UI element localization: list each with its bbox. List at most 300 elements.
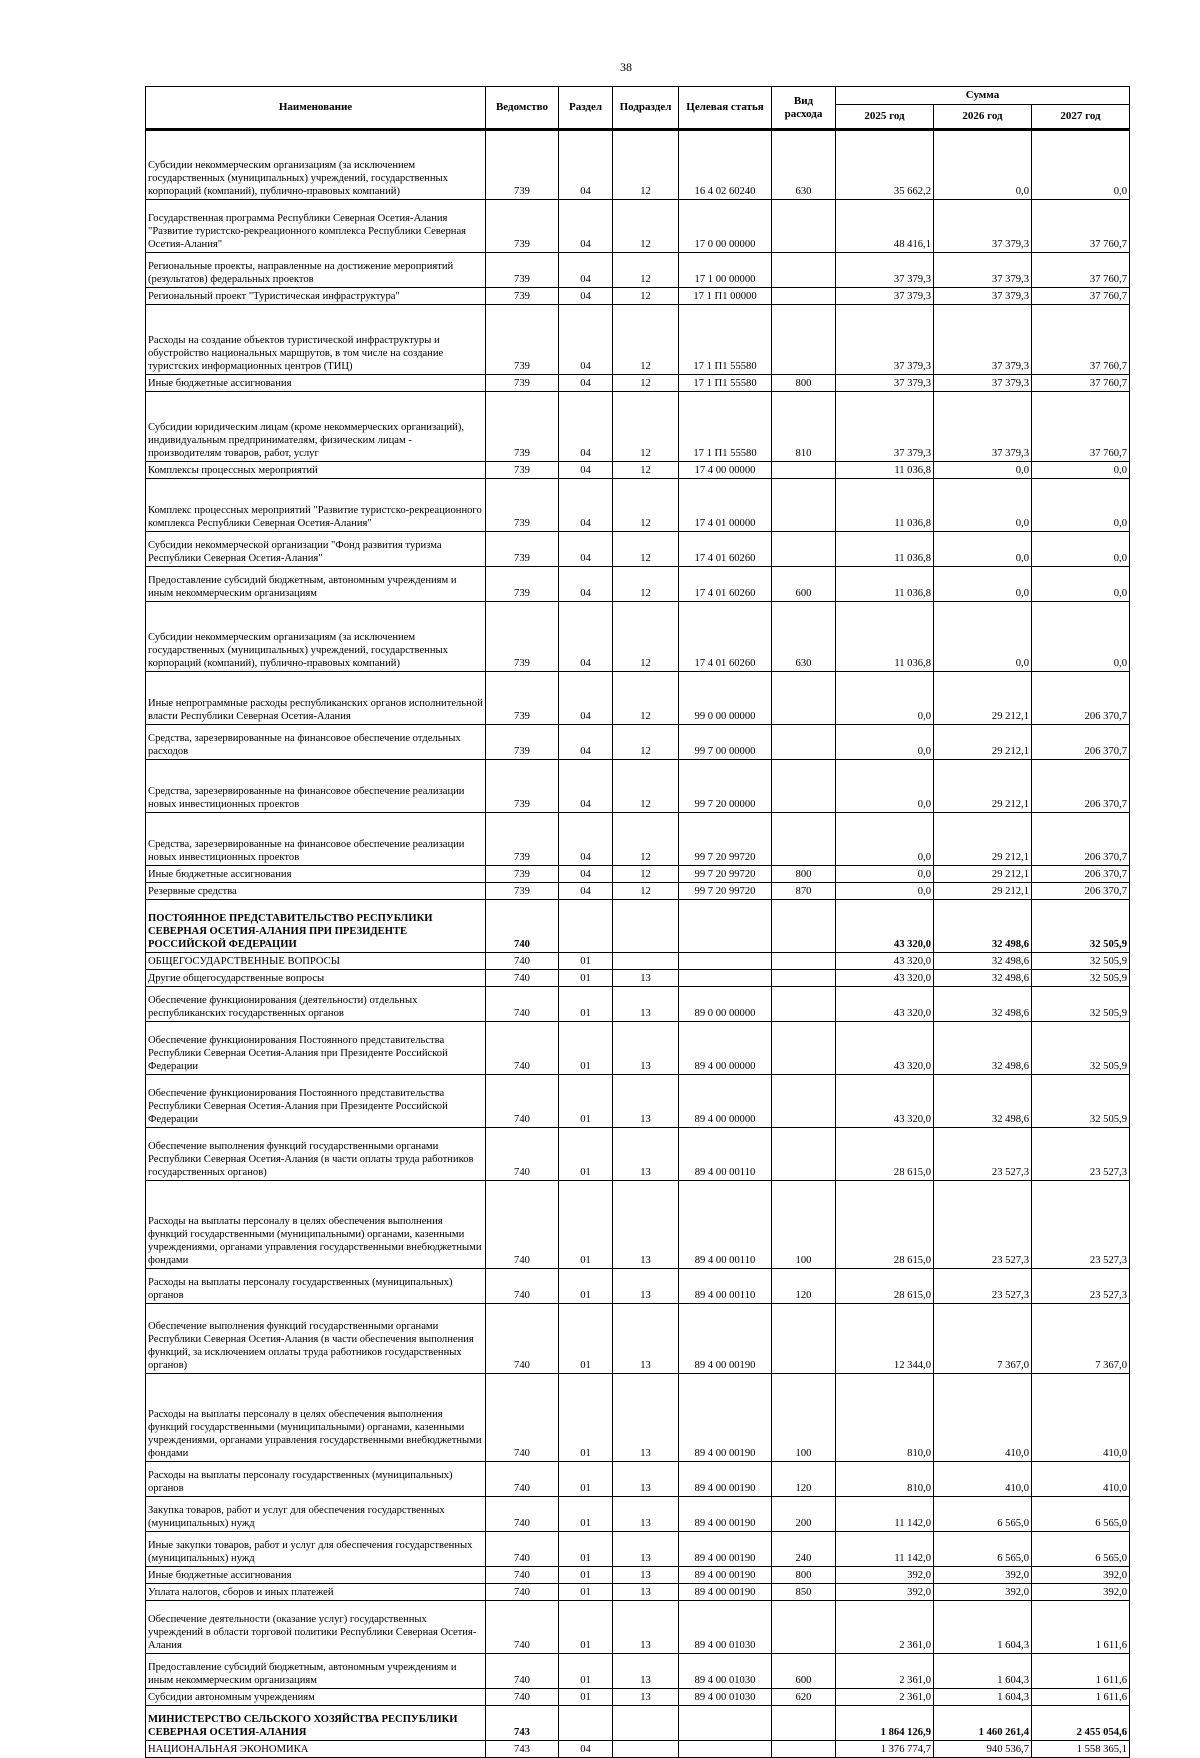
cell-vid-rashoda — [772, 1075, 836, 1128]
cell-sum-2027: 410,0 — [1032, 1462, 1130, 1497]
table-row — [146, 392, 1130, 462]
cell-sum-2027: 7 367,0 — [1032, 1304, 1130, 1374]
cell-celevaya-statya: 89 4 00 00190 — [679, 1462, 772, 1497]
cell-name: Закупка товаров, работ и услуг для обеспечения государственных (муниципальных) нужд — [146, 1497, 486, 1532]
cell-sum-2027: 0,0 — [1032, 462, 1130, 479]
page-number: 38 — [620, 60, 632, 74]
cell-razdel: 04 — [559, 813, 613, 866]
cell-name: Обеспечение выполнения функций государственными органами Республики Северная Осетия-Алания (в части оплаты труда работников государственных органов) — [146, 1128, 486, 1181]
cell-razdel — [559, 1706, 613, 1741]
cell-sum-2027: 23 527,3 — [1032, 1128, 1130, 1181]
cell-celevaya-statya: 17 4 01 60260 — [679, 567, 772, 602]
cell-vedomstvo: 740 — [486, 1567, 559, 1584]
cell-sum-2025: 28 615,0 — [836, 1181, 934, 1269]
cell-sum-2026: 1 604,3 — [934, 1654, 1032, 1689]
cell-sum-2027: 37 760,7 — [1032, 305, 1130, 375]
table-row — [146, 883, 1130, 900]
cell-sum-2027: 0,0 — [1032, 602, 1130, 672]
cell-celevaya-statya: 17 1 П1 00000 — [679, 288, 772, 305]
table-row — [146, 813, 1130, 866]
table-row — [146, 1601, 1130, 1654]
cell-podrazdel — [613, 1741, 679, 1758]
table-row — [146, 1497, 1130, 1532]
cell-celevaya-statya: 17 4 00 00000 — [679, 462, 772, 479]
cell-vedomstvo: 739 — [486, 813, 559, 866]
cell-vedomstvo: 740 — [486, 1584, 559, 1601]
table-row — [146, 1181, 1130, 1269]
cell-sum-2025: 37 379,3 — [836, 305, 934, 375]
cell-sum-2025: 43 320,0 — [836, 987, 934, 1022]
cell-razdel: 04 — [559, 462, 613, 479]
cell-sum-2027: 32 505,9 — [1032, 987, 1130, 1022]
cell-sum-2025: 2 361,0 — [836, 1654, 934, 1689]
cell-sum-2025: 392,0 — [836, 1584, 934, 1601]
table-row — [146, 462, 1130, 479]
cell-razdel: 04 — [559, 305, 613, 375]
cell-sum-2025: 43 320,0 — [836, 1075, 934, 1128]
cell-celevaya-statya: 89 4 00 00110 — [679, 1181, 772, 1269]
cell-celevaya-statya: 17 0 00 00000 — [679, 200, 772, 253]
cell-podrazdel: 12 — [613, 462, 679, 479]
cell-vedomstvo: 740 — [486, 1022, 559, 1075]
cell-vid-rashoda: 600 — [772, 1654, 836, 1689]
table-row — [146, 130, 1130, 200]
table-row — [146, 1304, 1130, 1374]
cell-podrazdel: 13 — [613, 1075, 679, 1128]
cell-sum-2025: 392,0 — [836, 1567, 934, 1584]
cell-vedomstvo: 740 — [486, 1269, 559, 1304]
cell-sum-2027: 206 370,7 — [1032, 760, 1130, 813]
cell-celevaya-statya: 89 4 00 01030 — [679, 1601, 772, 1654]
cell-name: Субсидии автономным учреждениям — [146, 1689, 486, 1706]
cell-vid-rashoda: 100 — [772, 1374, 836, 1462]
cell-sum-2026: 32 498,6 — [934, 1022, 1032, 1075]
cell-podrazdel: 12 — [613, 567, 679, 602]
cell-vid-rashoda: 200 — [772, 1497, 836, 1532]
cell-sum-2026: 23 527,3 — [934, 1269, 1032, 1304]
cell-vedomstvo: 740 — [486, 970, 559, 987]
cell-celevaya-statya: 89 4 00 00190 — [679, 1497, 772, 1532]
cell-name: Расходы на выплаты персоналу государственных (муниципальных) органов — [146, 1269, 486, 1304]
cell-sum-2025: 11 036,8 — [836, 479, 934, 532]
cell-vedomstvo: 739 — [486, 567, 559, 602]
cell-sum-2025: 43 320,0 — [836, 970, 934, 987]
cell-podrazdel: 13 — [613, 1181, 679, 1269]
cell-podrazdel: 13 — [613, 1601, 679, 1654]
cell-sum-2026: 29 212,1 — [934, 813, 1032, 866]
cell-sum-2027: 37 760,7 — [1032, 200, 1130, 253]
cell-sum-2027: 23 527,3 — [1032, 1269, 1130, 1304]
header-vedomstvo: Ведомство — [486, 87, 559, 130]
table-row — [146, 970, 1130, 987]
cell-vedomstvo: 739 — [486, 866, 559, 883]
cell-razdel: 04 — [559, 288, 613, 305]
cell-sum-2026: 0,0 — [934, 602, 1032, 672]
cell-sum-2027: 410,0 — [1032, 1374, 1130, 1462]
table-row — [146, 987, 1130, 1022]
cell-podrazdel: 13 — [613, 1584, 679, 1601]
cell-vedomstvo: 740 — [486, 1532, 559, 1567]
cell-sum-2026: 23 527,3 — [934, 1181, 1032, 1269]
header-razdel: Раздел — [559, 87, 613, 130]
cell-vid-rashoda — [772, 1706, 836, 1741]
cell-celevaya-statya: 99 7 00 00000 — [679, 725, 772, 760]
cell-name: Резервные средства — [146, 883, 486, 900]
cell-sum-2026: 32 498,6 — [934, 953, 1032, 970]
cell-sum-2025: 43 320,0 — [836, 953, 934, 970]
cell-name: Обеспечение функционирования Постоянного представительства Республики Северная Осетия-Алания при Президенте Российской Федерации — [146, 1022, 486, 1075]
cell-name: Иные непрограммные расходы республиканских органов исполнительной власти Республики Северная Осетия-Алания — [146, 672, 486, 725]
header-name: Наименование — [146, 87, 486, 130]
cell-podrazdel: 12 — [613, 813, 679, 866]
cell-vid-rashoda: 120 — [772, 1269, 836, 1304]
cell-name: Иные бюджетные ассигнования — [146, 866, 486, 883]
table-row — [146, 953, 1130, 970]
cell-sum-2027: 32 505,9 — [1032, 900, 1130, 953]
cell-razdel: 01 — [559, 970, 613, 987]
cell-razdel: 01 — [559, 1497, 613, 1532]
cell-vedomstvo: 739 — [486, 200, 559, 253]
cell-sum-2025: 11 036,8 — [836, 567, 934, 602]
cell-razdel: 01 — [559, 987, 613, 1022]
table-row — [146, 375, 1130, 392]
cell-podrazdel — [613, 1706, 679, 1741]
cell-podrazdel: 12 — [613, 392, 679, 462]
cell-razdel: 01 — [559, 1532, 613, 1567]
cell-sum-2025: 0,0 — [836, 866, 934, 883]
cell-vedomstvo: 740 — [486, 1128, 559, 1181]
cell-vedomstvo: 739 — [486, 288, 559, 305]
cell-name: Комплекс процессных мероприятий "Развитие туристско-рекреационного комплекса Республики Северная Осетия-Алания" — [146, 479, 486, 532]
cell-name: Расходы на выплаты персоналу в целях обеспечения выполнения функций государственными (муниципальными) органами, казенными учреждениями, органами управления государственными внебюджетными фондами — [146, 1181, 486, 1269]
cell-sum-2026: 32 498,6 — [934, 970, 1032, 987]
cell-celevaya-statya: 17 1 П1 55580 — [679, 392, 772, 462]
cell-sum-2027: 32 505,9 — [1032, 970, 1130, 987]
budget-table — [145, 86, 1130, 1758]
header-vid-rashoda: Вид расхода — [772, 87, 836, 130]
cell-sum-2026: 37 379,3 — [934, 288, 1032, 305]
cell-razdel: 01 — [559, 1269, 613, 1304]
cell-vid-rashoda: 800 — [772, 1567, 836, 1584]
cell-celevaya-statya: 89 4 00 00190 — [679, 1532, 772, 1567]
cell-sum-2027: 0,0 — [1032, 479, 1130, 532]
cell-razdel: 04 — [559, 672, 613, 725]
cell-vid-rashoda: 600 — [772, 567, 836, 602]
cell-celevaya-statya: 17 1 П1 55580 — [679, 375, 772, 392]
cell-sum-2027: 1 558 365,1 — [1032, 1741, 1130, 1758]
table-row — [146, 1741, 1130, 1758]
cell-name: Обеспечение деятельности (оказание услуг) государственных учреждений в области торговой политики Республики Северная Осетия-Алания — [146, 1601, 486, 1654]
cell-razdel: 01 — [559, 1654, 613, 1689]
cell-razdel: 04 — [559, 602, 613, 672]
cell-vedomstvo: 740 — [486, 1374, 559, 1462]
cell-sum-2025: 11 036,8 — [836, 462, 934, 479]
cell-sum-2025: 43 320,0 — [836, 900, 934, 953]
table-row — [146, 1462, 1130, 1497]
cell-sum-2027: 6 565,0 — [1032, 1532, 1130, 1567]
cell-celevaya-statya: 89 4 00 01030 — [679, 1654, 772, 1689]
cell-name: Расходы на выплаты персоналу государственных (муниципальных) органов — [146, 1462, 486, 1497]
cell-vedomstvo: 739 — [486, 760, 559, 813]
cell-sum-2025: 28 615,0 — [836, 1269, 934, 1304]
cell-name: Средства, зарезервированные на финансовое обеспечение реализации новых инвестиционных проектов — [146, 760, 486, 813]
cell-sum-2027: 1 611,6 — [1032, 1689, 1130, 1706]
cell-vid-rashoda — [772, 987, 836, 1022]
cell-sum-2026: 32 498,6 — [934, 1075, 1032, 1128]
cell-celevaya-statya — [679, 1706, 772, 1741]
cell-sum-2026: 23 527,3 — [934, 1128, 1032, 1181]
cell-podrazdel: 12 — [613, 672, 679, 725]
cell-razdel: 01 — [559, 1689, 613, 1706]
cell-sum-2027: 32 505,9 — [1032, 1022, 1130, 1075]
cell-celevaya-statya — [679, 900, 772, 953]
cell-sum-2026: 29 212,1 — [934, 672, 1032, 725]
cell-name: Региональный проект "Туристическая инфраструктура" — [146, 288, 486, 305]
cell-vedomstvo: 739 — [486, 883, 559, 900]
cell-vedomstvo: 739 — [486, 130, 559, 200]
table-row — [146, 672, 1130, 725]
cell-razdel: 01 — [559, 1374, 613, 1462]
cell-sum-2026: 0,0 — [934, 567, 1032, 602]
cell-sum-2025: 2 361,0 — [836, 1689, 934, 1706]
cell-name: Комплексы процессных мероприятий — [146, 462, 486, 479]
cell-celevaya-statya: 89 4 00 01030 — [679, 1689, 772, 1706]
cell-vedomstvo: 739 — [486, 305, 559, 375]
cell-sum-2027: 37 760,7 — [1032, 375, 1130, 392]
cell-razdel: 01 — [559, 1075, 613, 1128]
cell-celevaya-statya: 17 4 01 60260 — [679, 532, 772, 567]
table-row — [146, 602, 1130, 672]
cell-vedomstvo: 739 — [486, 479, 559, 532]
cell-sum-2026: 940 536,7 — [934, 1741, 1032, 1758]
cell-sum-2027: 392,0 — [1032, 1584, 1130, 1601]
cell-podrazdel: 12 — [613, 760, 679, 813]
cell-vid-rashoda: 870 — [772, 883, 836, 900]
cell-vid-rashoda: 240 — [772, 1532, 836, 1567]
cell-name: Обеспечение выполнения функций государственными органами Республики Северная Осетия-Алания (в части обеспечения выполнения функций, за исключением оплаты труда работников государственных органов) — [146, 1304, 486, 1374]
cell-sum-2025: 37 379,3 — [836, 375, 934, 392]
cell-sum-2026: 6 565,0 — [934, 1497, 1032, 1532]
cell-name: Иные закупки товаров, работ и услуг для обеспечения государственных (муниципальных) нужд — [146, 1532, 486, 1567]
cell-sum-2026: 7 367,0 — [934, 1304, 1032, 1374]
cell-razdel: 04 — [559, 200, 613, 253]
cell-razdel: 04 — [559, 725, 613, 760]
cell-celevaya-statya: 89 4 00 00190 — [679, 1567, 772, 1584]
cell-sum-2027: 0,0 — [1032, 567, 1130, 602]
table-row — [146, 567, 1130, 602]
cell-sum-2027: 392,0 — [1032, 1567, 1130, 1584]
cell-vid-rashoda — [772, 900, 836, 953]
cell-sum-2026: 37 379,3 — [934, 305, 1032, 375]
table-row — [146, 200, 1130, 253]
cell-sum-2025: 43 320,0 — [836, 1022, 934, 1075]
cell-podrazdel: 13 — [613, 1022, 679, 1075]
cell-sum-2025: 11 142,0 — [836, 1532, 934, 1567]
cell-sum-2026: 392,0 — [934, 1584, 1032, 1601]
cell-sum-2025: 0,0 — [836, 760, 934, 813]
cell-sum-2025: 35 662,2 — [836, 130, 934, 200]
cell-razdel: 01 — [559, 1022, 613, 1075]
cell-podrazdel: 13 — [613, 1567, 679, 1584]
cell-podrazdel: 12 — [613, 602, 679, 672]
cell-sum-2025: 37 379,3 — [836, 253, 934, 288]
cell-sum-2026: 0,0 — [934, 462, 1032, 479]
table-row — [146, 900, 1130, 953]
table-row — [146, 1128, 1130, 1181]
cell-name: Предоставление субсидий бюджетным, автономным учреждениям и иным некоммерческим организациям — [146, 567, 486, 602]
cell-celevaya-statya — [679, 1741, 772, 1758]
cell-vedomstvo: 739 — [486, 462, 559, 479]
cell-celevaya-statya: 99 7 20 99720 — [679, 813, 772, 866]
cell-vedomstvo: 739 — [486, 375, 559, 392]
table-body — [146, 130, 1130, 1758]
cell-celevaya-statya — [679, 970, 772, 987]
cell-vid-rashoda: 120 — [772, 1462, 836, 1497]
cell-sum-2025: 28 615,0 — [836, 1128, 934, 1181]
table-row — [146, 1075, 1130, 1128]
cell-sum-2025: 1 864 126,9 — [836, 1706, 934, 1741]
cell-vedomstvo: 743 — [486, 1741, 559, 1758]
cell-vid-rashoda — [772, 725, 836, 760]
cell-sum-2025: 0,0 — [836, 672, 934, 725]
cell-sum-2026: 32 498,6 — [934, 900, 1032, 953]
cell-vedomstvo: 740 — [486, 1601, 559, 1654]
cell-vid-rashoda — [772, 1741, 836, 1758]
cell-sum-2026: 1 460 261,4 — [934, 1706, 1032, 1741]
cell-vid-rashoda: 800 — [772, 866, 836, 883]
cell-sum-2027: 37 760,7 — [1032, 253, 1130, 288]
cell-podrazdel: 13 — [613, 987, 679, 1022]
table-row — [146, 1532, 1130, 1567]
cell-sum-2025: 11 036,8 — [836, 602, 934, 672]
cell-razdel: 01 — [559, 1601, 613, 1654]
header-celevaya-statya: Целевая статья — [679, 87, 772, 130]
cell-podrazdel — [613, 900, 679, 953]
cell-sum-2027: 1 611,6 — [1032, 1601, 1130, 1654]
cell-sum-2025: 11 142,0 — [836, 1497, 934, 1532]
cell-vedomstvo: 740 — [486, 1654, 559, 1689]
cell-sum-2025: 37 379,3 — [836, 288, 934, 305]
cell-vedomstvo: 740 — [486, 987, 559, 1022]
cell-podrazdel: 12 — [613, 288, 679, 305]
cell-vid-rashoda: 620 — [772, 1689, 836, 1706]
cell-razdel: 01 — [559, 1304, 613, 1374]
cell-celevaya-statya: 89 0 00 00000 — [679, 987, 772, 1022]
cell-celevaya-statya: 89 4 00 00190 — [679, 1584, 772, 1601]
cell-vid-rashoda — [772, 462, 836, 479]
cell-name: Субсидии некоммерческим организациям (за исключением государственных (муниципальных) учреждений, государственных корпораций (компаний), публично-правовых компаний) — [146, 130, 486, 200]
cell-celevaya-statya: 99 0 00 00000 — [679, 672, 772, 725]
cell-sum-2027: 2 455 054,6 — [1032, 1706, 1130, 1741]
cell-vedomstvo: 740 — [486, 1075, 559, 1128]
cell-sum-2027: 206 370,7 — [1032, 813, 1130, 866]
table-row — [146, 479, 1130, 532]
table-row — [146, 532, 1130, 567]
cell-sum-2026: 0,0 — [934, 130, 1032, 200]
cell-sum-2026: 29 212,1 — [934, 760, 1032, 813]
cell-name: ОБЩЕГОСУДАРСТВЕННЫЕ ВОПРОСЫ — [146, 953, 486, 970]
cell-podrazdel: 13 — [613, 1532, 679, 1567]
table-row — [146, 288, 1130, 305]
cell-sum-2026: 6 565,0 — [934, 1532, 1032, 1567]
cell-name: Обеспечение функционирования Постоянного представительства Республики Северная Осетия-Алания при Президенте Российской Федерации — [146, 1075, 486, 1128]
cell-name: Обеспечение функционирования (деятельности) отдельных республиканских государственных органов — [146, 987, 486, 1022]
cell-name: Предоставление субсидий бюджетным, автономным учреждениям и иным некоммерческим организациям — [146, 1654, 486, 1689]
cell-name: Расходы на создание объектов туристической инфраструктуры и обустройство национальных маршрутов, в том числе на создание туристских информационных центров (ТИЦ) — [146, 305, 486, 375]
cell-celevaya-statya: 89 4 00 00000 — [679, 1075, 772, 1128]
cell-sum-2025: 0,0 — [836, 883, 934, 900]
table-row — [146, 253, 1130, 288]
cell-razdel: 01 — [559, 1181, 613, 1269]
cell-celevaya-statya: 99 7 20 99720 — [679, 883, 772, 900]
cell-sum-2026: 37 379,3 — [934, 375, 1032, 392]
cell-celevaya-statya: 17 4 01 00000 — [679, 479, 772, 532]
cell-name: НАЦИОНАЛЬНАЯ ЭКОНОМИКА — [146, 1741, 486, 1758]
cell-name: Иные бюджетные ассигнования — [146, 1567, 486, 1584]
cell-celevaya-statya — [679, 953, 772, 970]
cell-razdel: 04 — [559, 253, 613, 288]
cell-sum-2026: 37 379,3 — [934, 200, 1032, 253]
cell-podrazdel: 12 — [613, 866, 679, 883]
cell-razdel: 04 — [559, 866, 613, 883]
cell-vedomstvo: 739 — [486, 725, 559, 760]
cell-celevaya-statya: 89 4 00 00190 — [679, 1374, 772, 1462]
cell-sum-2027: 32 505,9 — [1032, 953, 1130, 970]
cell-name: Субсидии некоммерческой организации "Фонд развития туризма Республики Северная Осетия-Алания" — [146, 532, 486, 567]
table-row — [146, 1584, 1130, 1601]
cell-celevaya-statya: 89 4 00 00000 — [679, 1022, 772, 1075]
cell-sum-2027: 1 611,6 — [1032, 1654, 1130, 1689]
cell-celevaya-statya: 99 7 20 00000 — [679, 760, 772, 813]
cell-celevaya-statya: 89 4 00 00110 — [679, 1128, 772, 1181]
cell-podrazdel: 13 — [613, 1654, 679, 1689]
cell-name: МИНИСТЕРСТВО СЕЛЬСКОГО ХОЗЯЙСТВА РЕСПУБЛИКИ СЕВЕРНАЯ ОСЕТИЯ-АЛАНИЯ — [146, 1706, 486, 1741]
cell-podrazdel: 12 — [613, 305, 679, 375]
cell-name: Субсидии некоммерческим организациям (за исключением государственных (муниципальных) учреждений, государственных корпораций (компаний), публично-правовых компаний) — [146, 602, 486, 672]
table-row — [146, 866, 1130, 883]
cell-sum-2027: 206 370,7 — [1032, 725, 1130, 760]
cell-podrazdel: 13 — [613, 1269, 679, 1304]
cell-celevaya-statya: 17 1 П1 55580 — [679, 305, 772, 375]
cell-podrazdel: 13 — [613, 1462, 679, 1497]
cell-sum-2025: 1 376 774,7 — [836, 1741, 934, 1758]
cell-razdel: 04 — [559, 567, 613, 602]
cell-vedomstvo: 740 — [486, 1689, 559, 1706]
cell-sum-2025: 810,0 — [836, 1374, 934, 1462]
cell-vid-rashoda — [772, 672, 836, 725]
cell-sum-2027: 206 370,7 — [1032, 866, 1130, 883]
cell-razdel: 01 — [559, 1584, 613, 1601]
cell-vedomstvo: 739 — [486, 532, 559, 567]
cell-vid-rashoda — [772, 1304, 836, 1374]
cell-vid-rashoda — [772, 813, 836, 866]
cell-sum-2027: 206 370,7 — [1032, 672, 1130, 725]
cell-sum-2025: 12 344,0 — [836, 1304, 934, 1374]
table-row — [146, 305, 1130, 375]
cell-celevaya-statya: 17 1 00 00000 — [679, 253, 772, 288]
cell-razdel: 04 — [559, 479, 613, 532]
cell-razdel: 04 — [559, 392, 613, 462]
cell-name: Средства, зарезервированные на финансовое обеспечение реализации новых инвестиционных проектов — [146, 813, 486, 866]
cell-vid-rashoda — [772, 760, 836, 813]
cell-vid-rashoda: 810 — [772, 392, 836, 462]
cell-vedomstvo: 739 — [486, 392, 559, 462]
cell-sum-2026: 1 604,3 — [934, 1689, 1032, 1706]
cell-sum-2026: 37 379,3 — [934, 392, 1032, 462]
cell-sum-2025: 0,0 — [836, 813, 934, 866]
cell-name: Уплата налогов, сборов и иных платежей — [146, 1584, 486, 1601]
cell-podrazdel: 12 — [613, 532, 679, 567]
